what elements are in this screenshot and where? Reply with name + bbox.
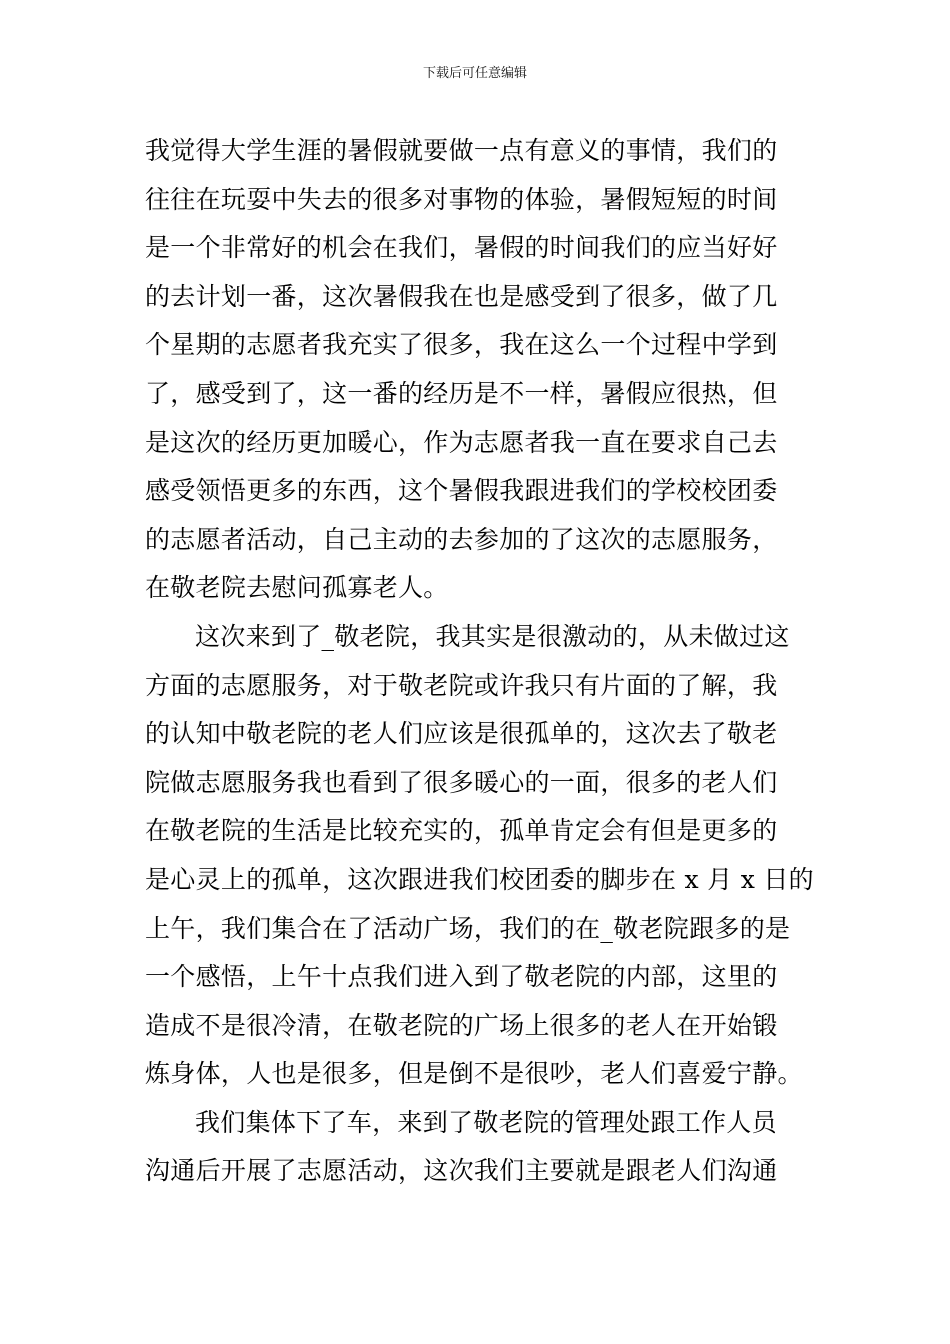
- text-line: 的认知中敬老院的老人们应该是很孤单的，这次去了敬老: [145, 719, 778, 749]
- text-line: 一个感悟，上午十点我们进入到了敬老院的内部，这里的: [145, 962, 778, 992]
- text-line: 是一个非常好的机会在我们，暑假的时间我们的应当好好: [145, 233, 778, 263]
- text-line: 往往在玩耍中失去的很多对事物的体验，暑假短短的时间: [145, 184, 778, 214]
- text-line: 的去计划一番，这次暑假我在也是感受到了很多，做了几: [145, 281, 778, 311]
- text-line: 是这次的经历更加暖心，作为志愿者我一直在要求自己去: [145, 427, 778, 457]
- text-line: 院做志愿服务我也看到了很多暖心的一面，很多的老人们: [145, 767, 778, 797]
- text-line: 在敬老院去慰问孤寡老人。: [145, 573, 449, 603]
- text-line: 上午，我们集合在了活动广场，我们的在_敬老院跟多的是: [145, 913, 791, 943]
- text-line: 我们集体下了车，来到了敬老院的管理处跟工作人员: [195, 1107, 777, 1137]
- text-line: 造成不是很冷清，在敬老院的广场上很多的老人在开始锻: [145, 1010, 778, 1040]
- text-line: 我觉得大学生涯的暑假就要做一点有意义的事情，我们的: [145, 136, 778, 165]
- paragraph-3: [145, 1099, 815, 1196]
- text-line: 方面的志愿服务，对于敬老院或许我只有片面的了解，我: [145, 670, 778, 700]
- text-line: 炼身体，人也是很多，但是倒不是很吵，老人们喜爱宁静。: [145, 1059, 803, 1089]
- page-header: 下载后可任意编辑: [422, 66, 527, 81]
- text-line: 感受领悟更多的东西，这个暑假我跟进我们的学校校团委: [145, 476, 778, 506]
- document-body: [145, 127, 815, 1196]
- paragraph-1: [145, 127, 815, 613]
- text-line: 的志愿者活动，自己主动的去参加的了这次的志愿服务，: [145, 524, 778, 554]
- text-line: 在敬老院的生活是比较充实的，孤单肯定会有但是更多的: [145, 816, 778, 846]
- text-line: 这次来到了_敬老院，我其实是很激动的，从未做过这: [195, 621, 790, 651]
- paragraph-2: [145, 613, 815, 1099]
- text-line: 沟通后开展了志愿活动，这次我们主要就是跟老人们沟通: [145, 1156, 778, 1186]
- text-line: 了，感受到了，这一番的经历是不一样，暑假应很热，但: [145, 378, 778, 408]
- text-line: 是心灵上的孤单，这次跟进我们校团委的脚步在 x 月 x 日的: [145, 864, 814, 894]
- text-line: 个星期的志愿者我充实了很多，我在这么一个过程中学到: [145, 330, 778, 360]
